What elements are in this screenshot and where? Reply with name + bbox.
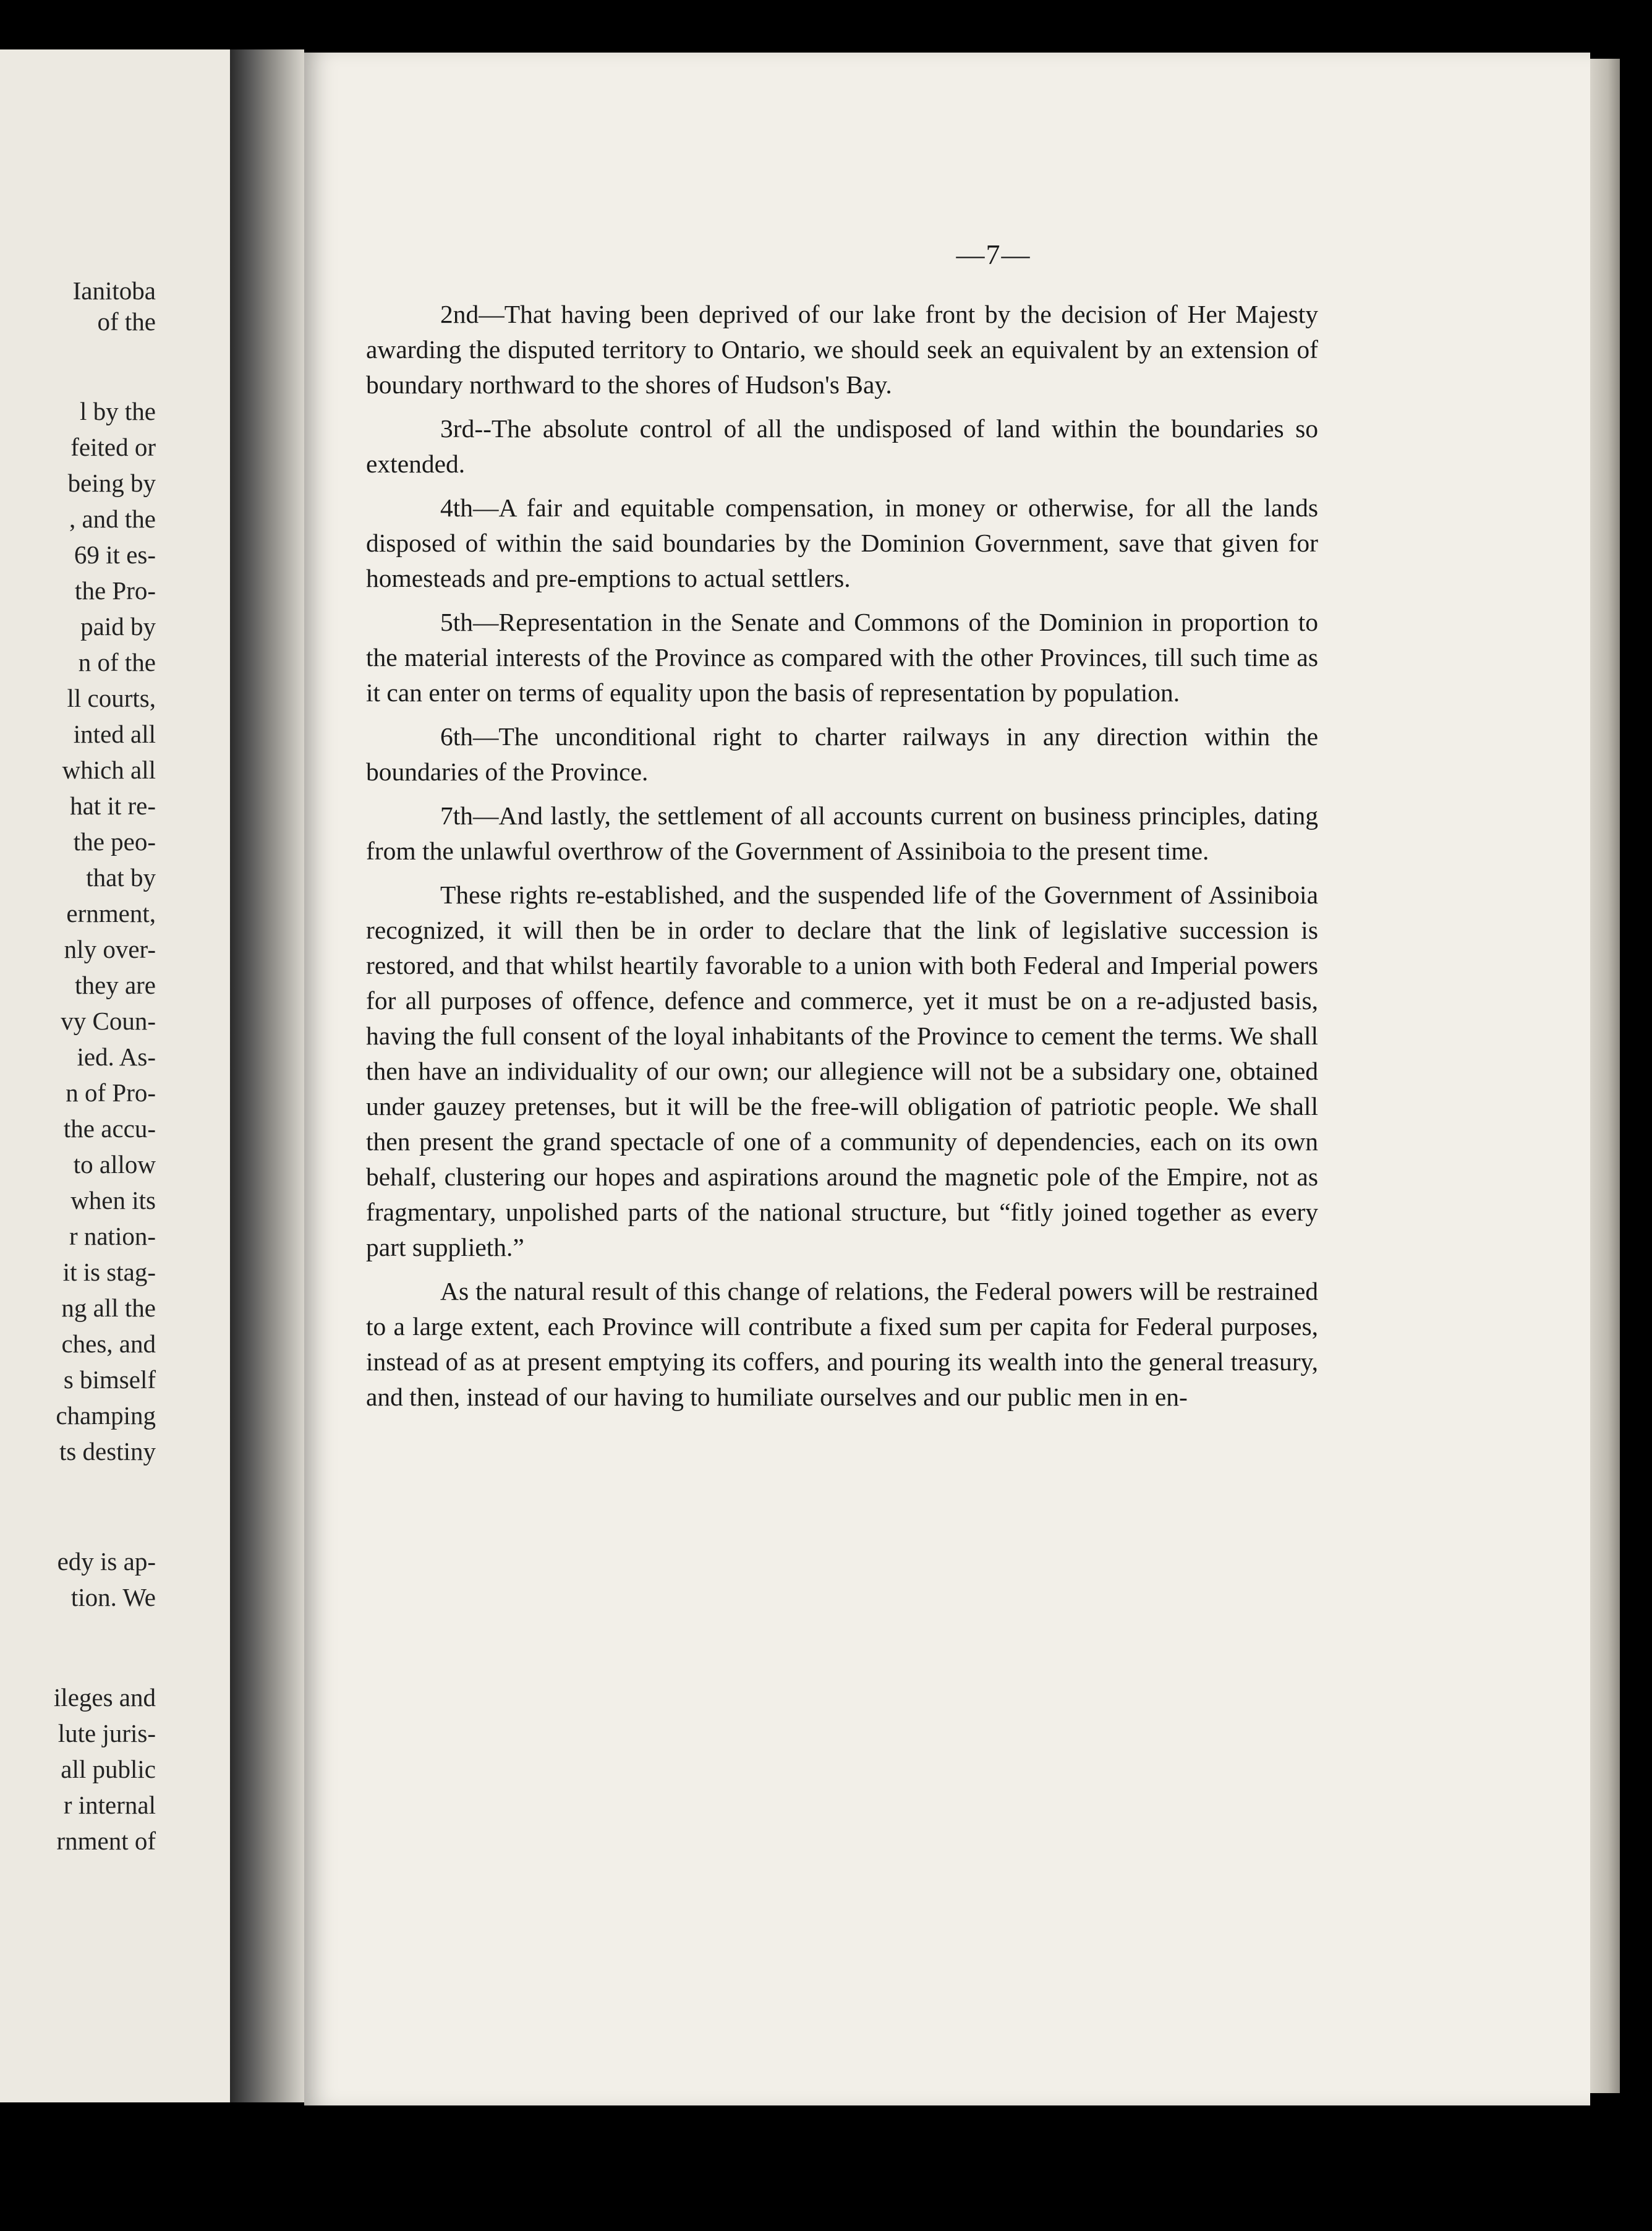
left-fragment: to allow (73, 1150, 156, 1179)
paragraph-5th: 5th—Representation in the Senate and Commons of the Dominion in proportion to the material interests of the Province as compared with the other Provinces, till such time as it can enter on terms of equality upon the basis of representation by population. (366, 608, 1318, 707)
left-fragment: edy is ap- (57, 1547, 156, 1576)
paragraph-2nd: 2nd—That having been deprived of our lake front by the decision of Her Majesty awarding the disputed territory to Ontario, we should seek an equivalent by an extension of boundary northward to the shores of Hudson's Bay. (366, 300, 1318, 399)
page-number: —7— (956, 239, 1031, 270)
paragraph-3rd: 3rd--The absolute control of all the undisposed of land within the boundaries so extended. (366, 414, 1318, 478)
left-fragment: 69 it es- (74, 540, 156, 569)
left-fragment: r nation- (69, 1222, 156, 1250)
previous-page (0, 49, 230, 2102)
left-fragment: the peo- (73, 827, 156, 856)
left-fragment: tion. We (70, 1583, 156, 1611)
page-body (366, 297, 1318, 1423)
left-fragment: that by (86, 863, 156, 892)
left-fragment: vy Coun- (61, 1007, 156, 1035)
page-stack-edge (1590, 59, 1620, 2093)
left-fragment: s bimself (63, 1365, 156, 1394)
left-fragment: when its (70, 1186, 156, 1214)
paragraph-rights-reestablished: These rights re-established, and the suspended life of the Government of Assiniboia recognized, it will then be in order to declare that the link of legislative succession is restored, and that whilst heartily favorable to a union with both Federal and Imperial powers for all purposes of offence, defence and commerce, yet it must be on a re-adjusted basis, having the full consent of the loyal inhabitants of the Province to cement the terms. We shall then have an individuality of our own; our allegience will not be a subsidary one, obtained under gauzey pretenses, but it will be the free-will obligation of patriotic people. We shall then present the grand spectacle of one of a community of dependencies, each on its own behalf, clustering our hopes and aspirations around the magnetic pole of the Empire, not as fragmentary, unpolished parts of the national structure, but “fitly joined together as every part supplieth.” (366, 881, 1318, 1261)
left-fragment: ll courts, (67, 684, 156, 712)
paragraph-7th: 7th—And lastly, the settlement of all accounts current on business principles, dating from the unlawful overthrow of the Government of Assiniboia to the present time. (366, 801, 1318, 865)
left-fragment: the Pro- (75, 576, 156, 605)
paragraph-natural-result: As the natural result of this change of relations, the Federal powers will be restrained to a large extent, each Province will contribute a fixed sum per capita for Federal purposes, instead of as at present emptying its coffers, and pouring its wealth into the general treasury, and then, instead of our having to humiliate ourselves and our public men in en- (366, 1277, 1318, 1411)
left-fragment: all public (61, 1755, 156, 1783)
left-fragment: ts destiny (59, 1437, 156, 1465)
left-fragment: being by (67, 469, 156, 497)
left-fragment: it is stag- (62, 1258, 156, 1286)
left-fragment: ied. As- (77, 1043, 156, 1071)
left-fragment: they are (75, 971, 156, 999)
book-gutter (230, 49, 304, 2102)
left-fragment: inted all (73, 720, 156, 748)
left-fragment: which all (62, 756, 156, 784)
left-fragment: champing (56, 1401, 156, 1430)
paragraph-4th: 4th—A fair and equitable compensation, in money or otherwise, for all the lands disposed of within the said boundaries by the Dominion Government, save that given for homesteads and pre-emptions to actual settlers. (366, 493, 1318, 592)
paragraph-6th: 6th—The unconditional right to charter railways in any direction within the boundaries of the Province. (366, 722, 1318, 786)
left-fragment: rnment of (56, 1827, 156, 1855)
left-fragment: ernment, (66, 899, 156, 928)
left-fragment: lute juris- (57, 1719, 156, 1747)
current-page (304, 53, 1590, 2105)
left-fragment: , and the (69, 505, 156, 533)
left-fragment: hat it re- (70, 791, 156, 820)
left-fragment: r internal (63, 1791, 156, 1819)
left-fragment: the accu- (63, 1114, 156, 1143)
left-fragment: paid by (80, 612, 156, 641)
left-fragment: nly over- (64, 935, 156, 963)
left-fragment: l by the (80, 397, 156, 425)
left-fragment: feited or (70, 433, 156, 461)
left-fragment: Ianitoba (72, 276, 156, 305)
left-fragment: n of the (78, 648, 156, 676)
left-fragment: ileges and (53, 1683, 156, 1712)
left-fragment: ng all the (61, 1294, 156, 1322)
left-fragment: n of Pro- (66, 1078, 156, 1107)
left-fragment: of the (97, 307, 156, 336)
left-fragment: ches, and (61, 1329, 156, 1358)
